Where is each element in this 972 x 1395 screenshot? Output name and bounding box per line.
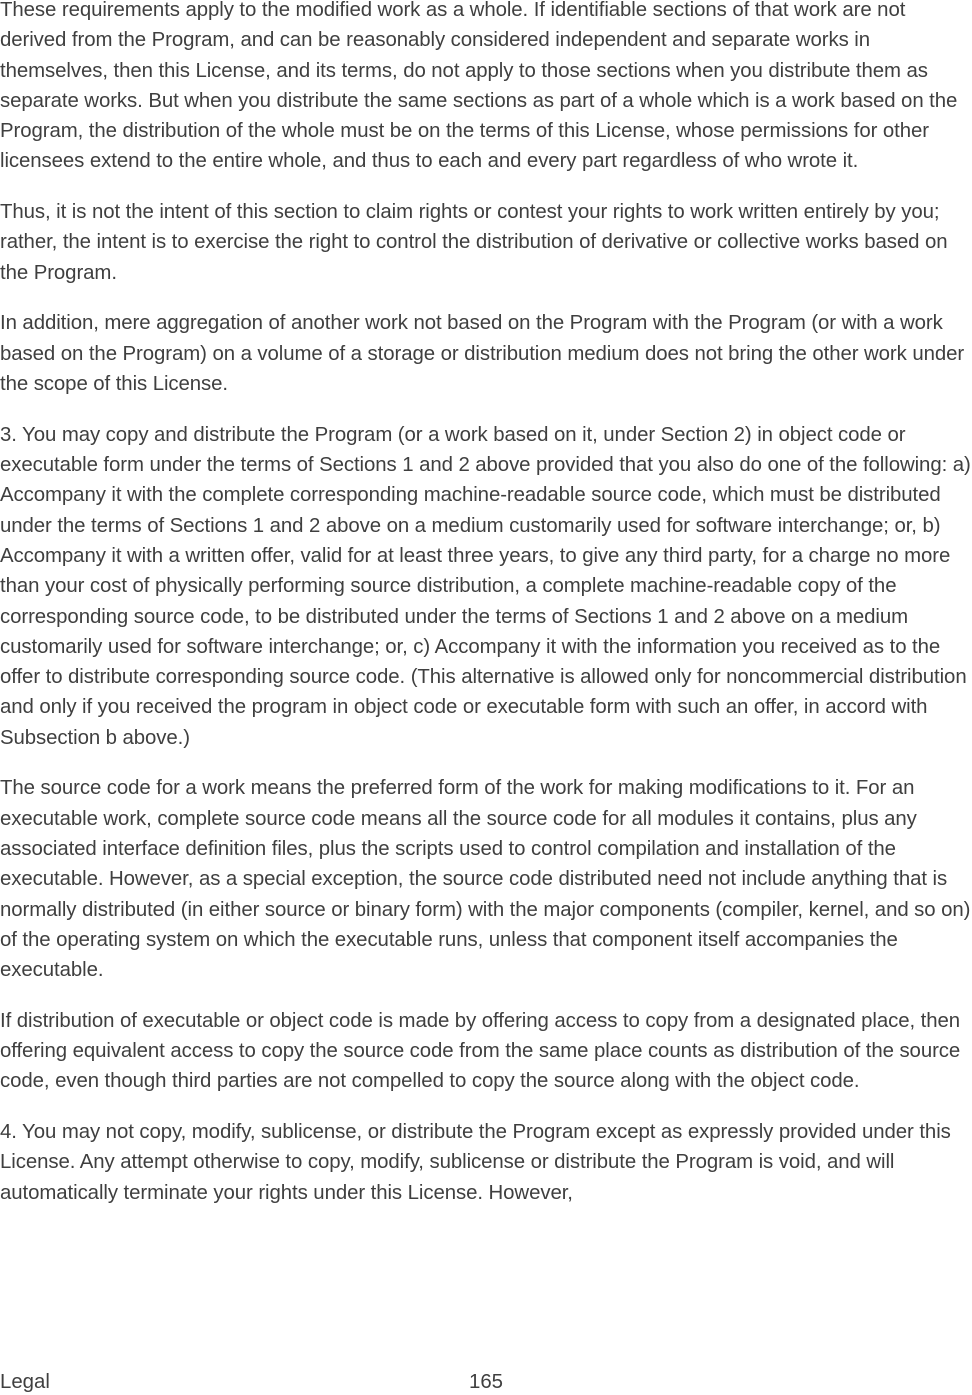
paragraph-source-code-definition: The source code for a work means the preferred form of the work for making modifications to it. For an executable work, complete source code means all the source code for all modules it contains, plus any associated interface definition files, plus the scripts used to control compilation and installation of the executable. However, as a special exception, the source code distributed need not include anything that is normally distributed (in either source or binary form) with the major components (compiler, kernel, and so on) of the operating system on which the executable runs, unless that component itself accompanies the executable. bbox=[0, 777, 971, 982]
page-number: 165 bbox=[469, 1371, 504, 1393]
paragraph-section-3: 3. You may copy and distribute the Program (or a work based on it, under Section 2) in object code or executable form under the terms of Sections 1 and 2 above provided that you also do one of the following: a) Accompany it with the complete corresponding machine-readable source code, which must be distributed under the terms of Sections 1 and 2 above on a medium customarily used for software interchange; or, b) Accompany it with a written offer, valid for at least three years, to give any third party, for a charge no more than your cost of physically performing source distribution, a complete machine-readable copy of the corresponding source code, to be distributed under the terms of Sections 1 and 2 above on a medium customarily used for software interchange; or, c) Accompany it with the information you received as to the offer to distribute corresponding source code. (This alternative is allowed only for noncommercial distribution and only if you received the program in object code or executable form with such an offer, in accord with Subsection b above.) bbox=[0, 423, 971, 749]
page-footer bbox=[0, 1369, 972, 1395]
paragraph-designated-place: If distribution of executable or object code is made by offering access to copy from a designated place, then offering equivalent access to copy the source code from the same place counts as distribution of the source code, even though third parties are not compelled to copy the source along with the object code. bbox=[0, 1009, 961, 1093]
footer-section-label: Legal bbox=[0, 1371, 50, 1393]
paragraph-section-4: 4. You may not copy, modify, sublicense, or distribute the Program except as expressly provided under this License. Any attempt otherwise to copy, modify, sublicense or distribute the Program is void, and will automatically terminate your rights under this License. However, bbox=[0, 1121, 951, 1204]
paragraph-intent-of-section: Thus, it is not the intent of this section to claim rights or contest your rights to work written entirely by you; rather, the intent is to exercise the right to control the distribution of derivative or collective works based on the Program. bbox=[0, 201, 948, 284]
paragraph-modified-work: These requirements apply to the modified work as a whole. If identifiable sections of that work are not derived from the Program, and can be reasonably considered independent and separate works in themselves, then this License, and its terms, do not apply to those sections when you distribute them as separate works. But when you distribute the same sections as part of a whole which is a work based on the Program, the distribution of the whole must be on the terms of this License, whose permissions for other licensees extend to the entire whole, and thus to each and every part regardless of who wrote it. bbox=[0, 0, 958, 173]
paragraph-mere-aggregation: In addition, mere aggregation of another work not based on the Program with the Program (or with a work based on the Program) on a volume of a storage or distribution medium does not bring the other work under the scope of this License. bbox=[0, 312, 965, 396]
